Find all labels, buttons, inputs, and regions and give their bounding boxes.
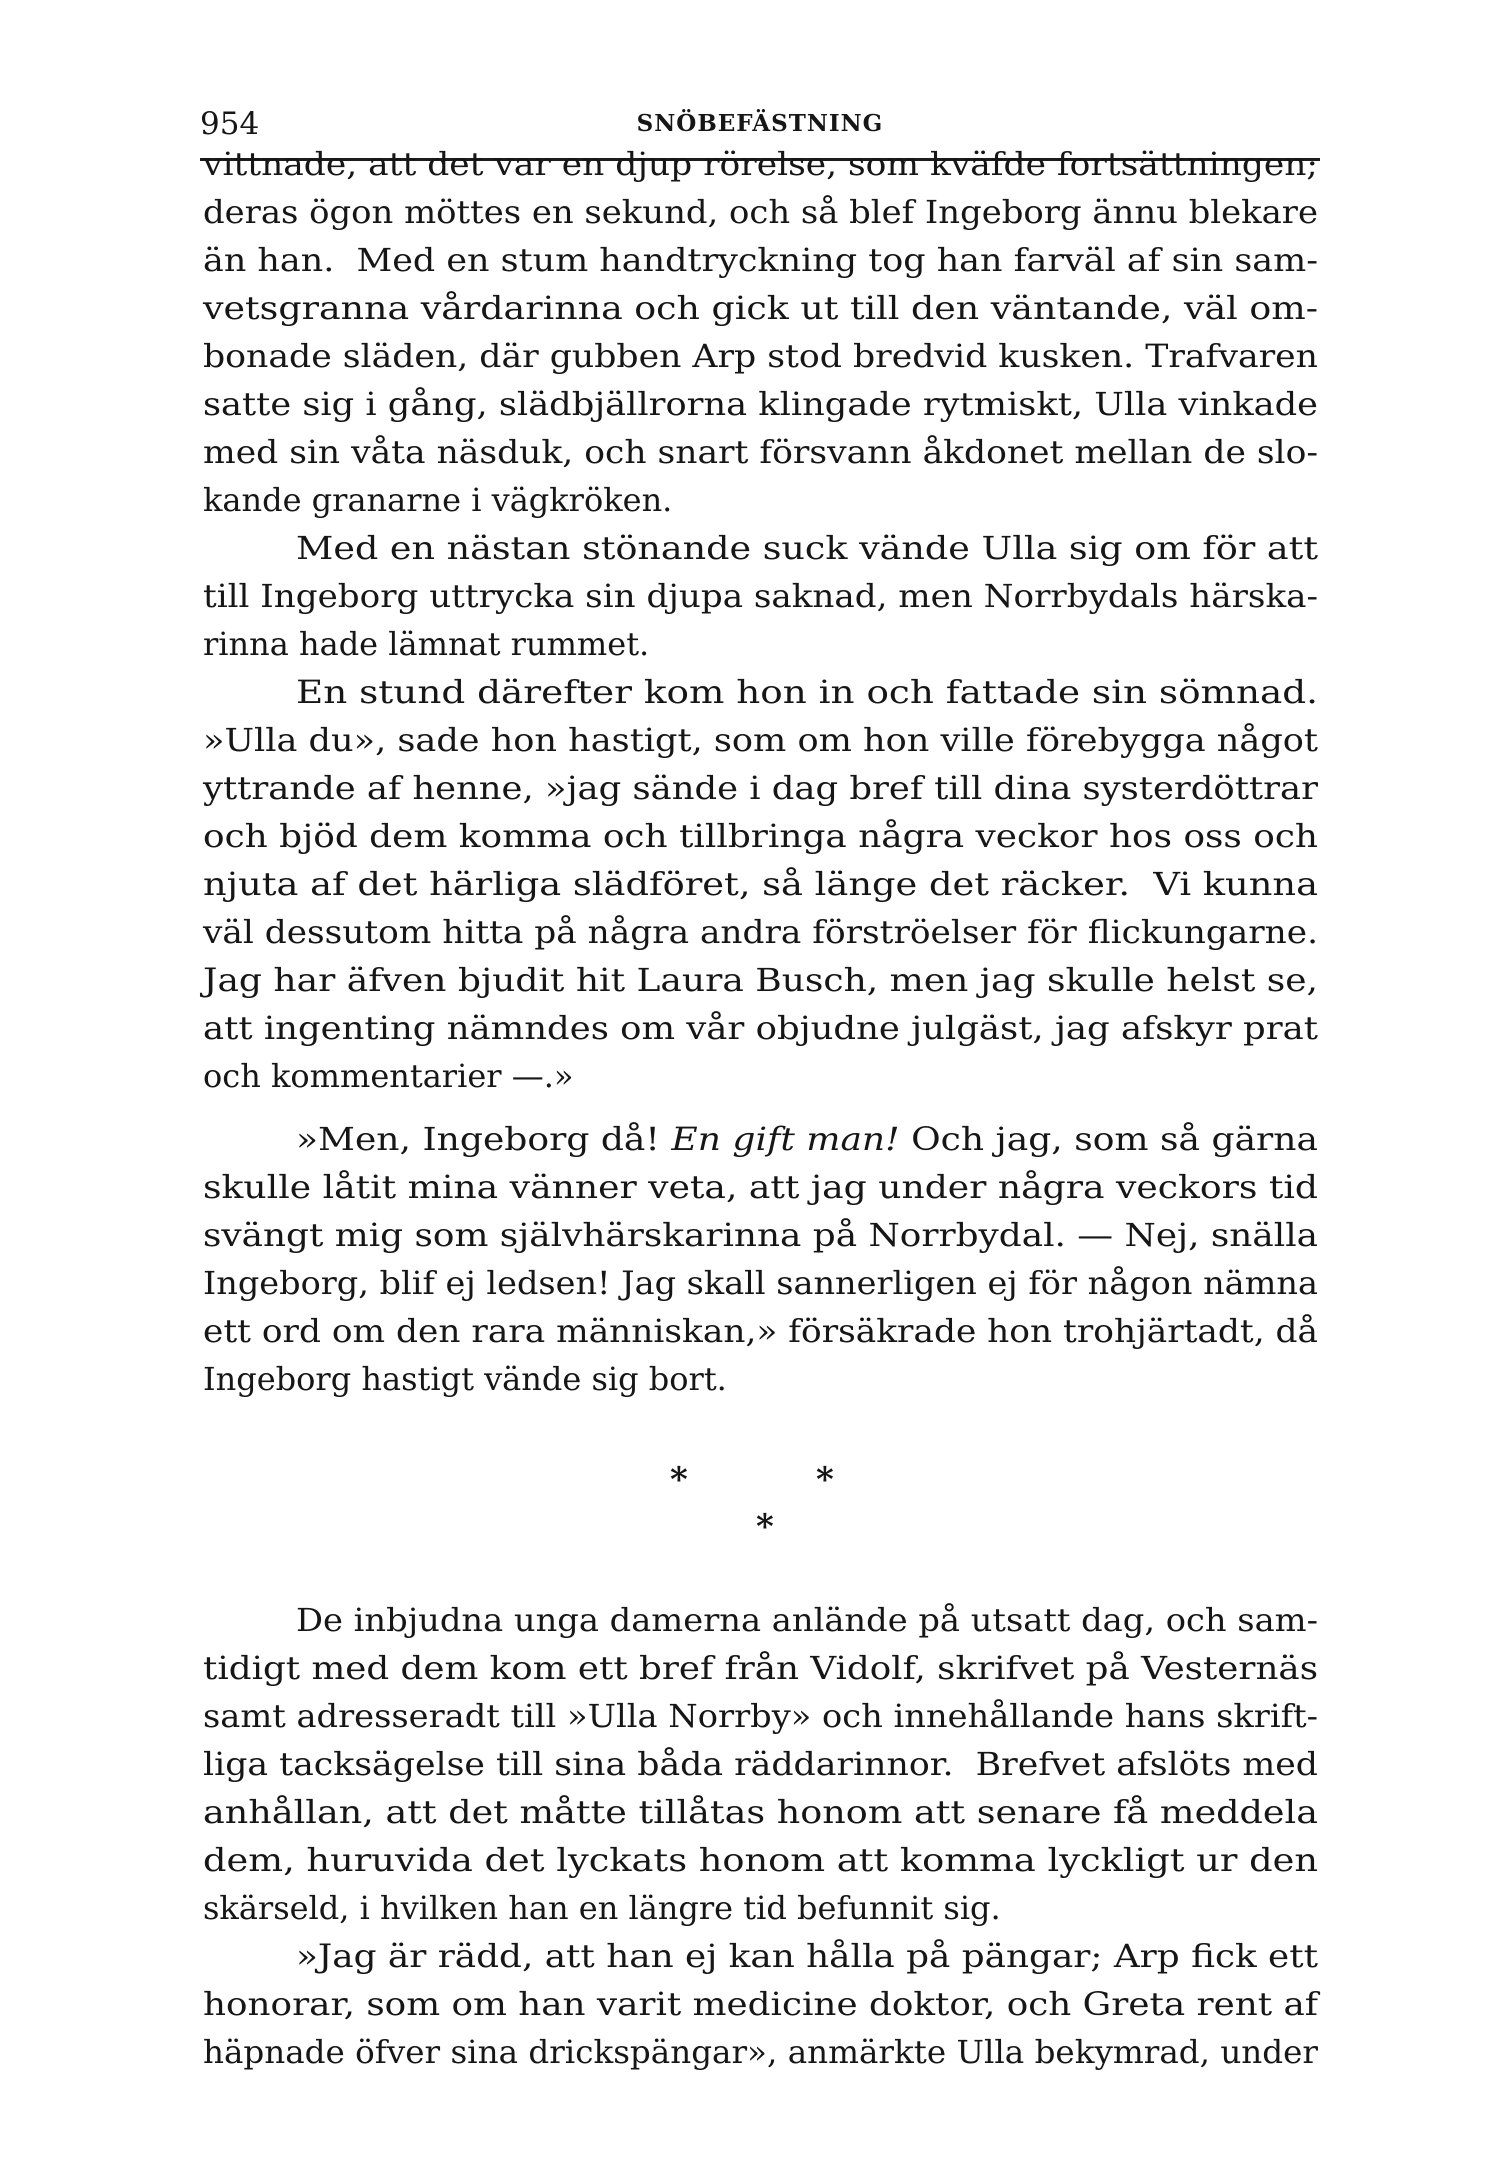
text-line <box>203 860 1318 908</box>
line-text: och kommentarier —.» <box>203 1057 574 1095</box>
text-line <box>203 716 1318 764</box>
line-text: dem, huruvida det lyckats honom att komma lyckligt ur den <box>203 1841 1318 1879</box>
text-line <box>203 1163 1318 1211</box>
text-line <box>203 284 1318 332</box>
text-line <box>203 1644 1318 1692</box>
line-text: skulle låtit mina vänner veta, att jag under några veckors tid <box>203 1168 1318 1206</box>
text-line <box>203 620 1318 668</box>
text-line <box>203 188 1318 236</box>
line-text: än han. Med en stum handtryckning tog han farväl af sin sam- <box>203 241 1318 279</box>
separator-asterisk: * <box>670 1460 688 1500</box>
line-text: till Ingeborg uttrycka sin djupa saknad, men Norrbydals härska- <box>203 577 1318 615</box>
text-block-3 <box>203 1596 1318 2076</box>
line-text: liga tacksägelse till sina båda räddarinnor. Brefvet afslöts med <box>203 1745 1318 1783</box>
text-line <box>203 1596 1318 1644</box>
text-line <box>203 380 1318 428</box>
text-line <box>203 428 1318 476</box>
text-line <box>203 1355 1318 1403</box>
text-line <box>203 1836 1318 1884</box>
line-men-before: »Men, Ingeborg då! <box>296 1120 672 1158</box>
line-text: »Ulla du», sade hon hastigt, som om hon ville förebygga något <box>203 721 1318 759</box>
separator-asterisk: * <box>816 1460 834 1500</box>
line-text: njuta af det härliga slädföret, så länge det räcker. Vi kunna <box>203 865 1318 903</box>
text-line <box>203 2028 1318 2076</box>
text-line <box>203 764 1318 812</box>
text-line <box>203 1884 1318 1932</box>
line-text: »Jag är rädd, att han ej kan hålla på pängar; Arp fick ett <box>296 1937 1318 1975</box>
line-text: satte sig i gång, slädbjällrorna klingade rytmiskt, Ulla vinkade <box>203 385 1318 423</box>
line-text: tidigt med dem kom ett bref från Vidolf, skrifvet på Vesternäs <box>203 1649 1318 1687</box>
line-text: samt adresseradt till »Ulla Norrby» och innehållande hans skrift- <box>203 1697 1318 1735</box>
text-line <box>203 140 1318 188</box>
text-line <box>203 668 1318 716</box>
text-line <box>203 908 1318 956</box>
line-men-after: Och jag, som så gärna <box>899 1120 1318 1158</box>
text-line <box>203 1788 1318 1836</box>
line-text: väl dessutom hitta på några andra förströelser för flickungarne. <box>203 913 1318 951</box>
separator-asterisk: * <box>756 1507 774 1547</box>
line-text: bonade släden, där gubben Arp stod bredvid kusken. Trafvaren <box>203 337 1318 375</box>
text-line <box>203 1052 1318 1100</box>
line-text: kande granarne i vägkröken. <box>203 481 673 519</box>
line-text: Jag har äfven bjudit hit Laura Busch, men jag skulle helst se, <box>203 961 1318 999</box>
text-line <box>203 956 1318 1004</box>
running-title: SNÖBEFÄSTNING <box>636 110 884 137</box>
text-line <box>203 1211 1318 1259</box>
line-text: honorar, som om han varit medicine doktor, och Greta rent af <box>203 1985 1318 2023</box>
line-text: skärseld, i hvilken han en längre tid befunnit sig. <box>203 1889 1001 1927</box>
text-line <box>203 1932 1318 1980</box>
page-number: 954 <box>200 106 260 142</box>
line-text: svängt mig som självhärskarinna på Norrbydal. — Nej, snälla <box>203 1216 1318 1254</box>
text-line <box>203 476 1318 524</box>
text-line <box>203 1115 1318 1163</box>
text-block-2 <box>203 1115 1318 1403</box>
line-text: Ingeborg hastigt vände sig bort. <box>203 1360 727 1398</box>
text-line <box>203 1980 1318 2028</box>
line-men-italic: En gift man! <box>671 1120 900 1158</box>
line-text: anhållan, att det måtte tillåtas honom att senare få meddela <box>203 1793 1318 1831</box>
text-line <box>203 524 1318 572</box>
text-line <box>203 572 1318 620</box>
line-text: vetsgranna vårdarinna och gick ut till den väntande, väl om- <box>203 289 1318 327</box>
text-line <box>203 1740 1318 1788</box>
line-text: häpnade öfver sina drickspängar», anmärkte Ulla bekymrad, under <box>203 2033 1318 2071</box>
text-block-1 <box>203 140 1318 1100</box>
text-line <box>203 332 1318 380</box>
text-line <box>203 1692 1318 1740</box>
text-line <box>203 1004 1318 1052</box>
text-line <box>203 1307 1318 1355</box>
line-text: med sin våta näsduk, och snart försvann åkdonet mellan de slo- <box>203 433 1318 471</box>
line-text: deras ögon möttes en sekund, och så blef Ingeborg ännu blekare <box>203 193 1318 231</box>
line-text: ett ord om den rara människan,» försäkrade hon trohjärtadt, då <box>203 1312 1318 1350</box>
text-line <box>203 1259 1318 1307</box>
line-text: och bjöd dem komma och tillbringa några veckor hos oss och <box>203 817 1318 855</box>
line-text: rinna hade lämnat rummet. <box>203 625 650 663</box>
text-line <box>203 236 1318 284</box>
text-line <box>203 812 1318 860</box>
line-text: En stund därefter kom hon in och fattade sin sömnad. <box>296 673 1318 711</box>
line-text: att ingenting nämndes om vår objudne julgäst, jag afskyr prat <box>203 1009 1318 1047</box>
line-text: yttrande af henne, »jag sände i dag bref till dina systerdöttrar <box>203 769 1318 807</box>
line-text: Med en nästan stönande suck vände Ulla sig om för att <box>296 529 1318 567</box>
line-text: vittnade, att det var en djup rörelse, som kväfde fortsättningen; <box>203 145 1318 183</box>
line-text: De inbjudna unga damerna anlände på utsatt dag, och sam- <box>296 1601 1318 1639</box>
line-text: Ingeborg, blif ej ledsen! Jag skall sannerligen ej för någon nämna <box>203 1264 1318 1302</box>
line-text <box>296 1115 1318 1163</box>
